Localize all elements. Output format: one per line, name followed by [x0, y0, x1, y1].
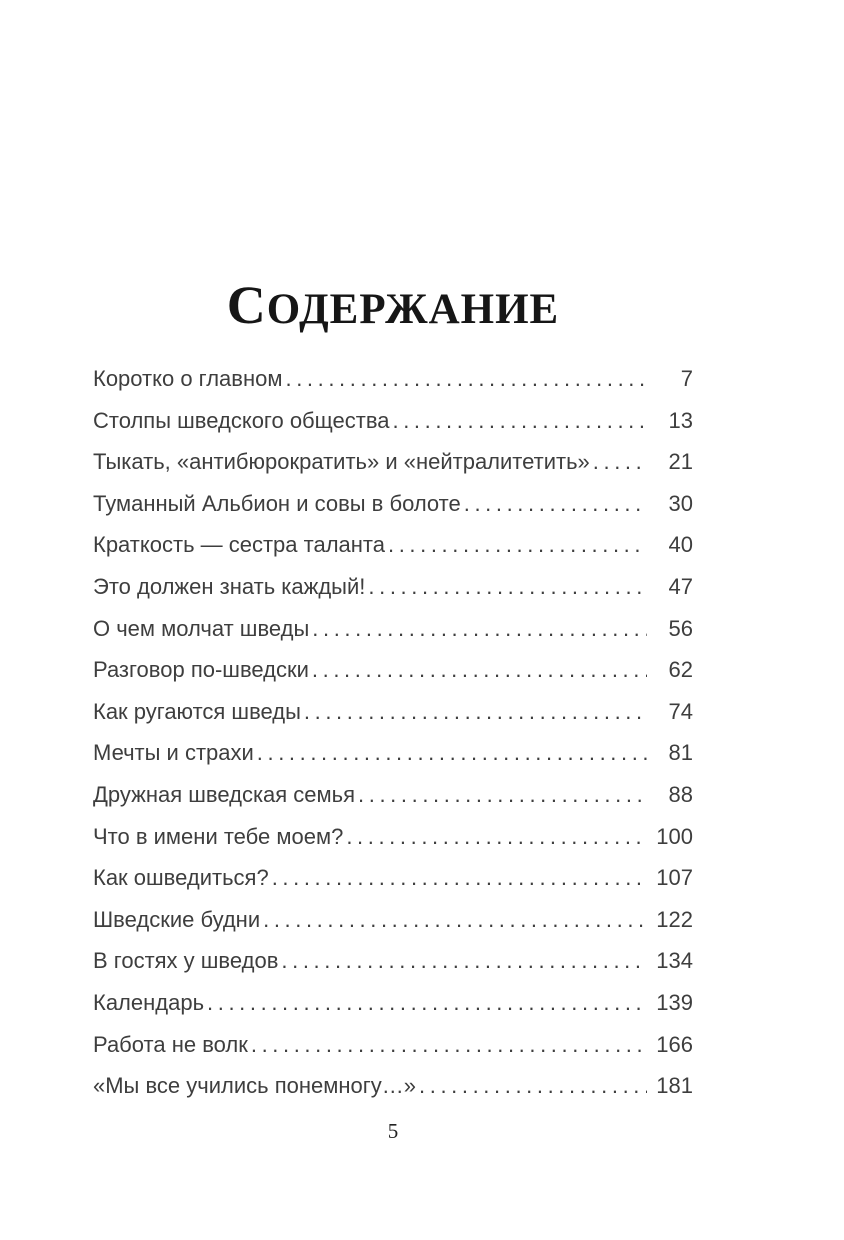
- toc-leader-dots: [251, 1032, 647, 1058]
- page-title-rest: ОДЕРЖАНИЕ: [266, 286, 560, 333]
- page-number: 5: [387, 1119, 399, 1143]
- toc-entry: [93, 408, 693, 450]
- toc-leader-dots: [281, 948, 647, 974]
- toc-entry: [93, 574, 693, 616]
- toc-entry: [93, 782, 693, 824]
- toc-entry-page: 81: [668, 740, 693, 766]
- toc-entry-title: Как ругаются шведы: [93, 698, 301, 724]
- toc-leader-dots: [346, 824, 647, 850]
- toc-entry: [93, 740, 693, 782]
- toc-entry-page: 30: [668, 490, 693, 516]
- toc-entry: [93, 865, 693, 907]
- toc-entry-title: Мечты и страхи: [93, 740, 254, 766]
- toc-entry-page: 74: [668, 698, 693, 724]
- toc-entry: [93, 1073, 693, 1115]
- toc-entry-title: Тыкать, «антибюрократить» и «нейтралитетить»: [93, 449, 590, 475]
- toc-entry: [93, 699, 693, 741]
- toc-entry-title: Дружная шведская семья: [93, 781, 356, 807]
- toc-leader-dots: [312, 616, 647, 642]
- toc-entry-title: Календарь: [93, 989, 205, 1015]
- toc-entry: [93, 657, 693, 699]
- toc-entry: [93, 948, 693, 990]
- toc-leader-dots: [263, 907, 647, 933]
- toc-list: [93, 366, 693, 1115]
- toc-entry-title: Коротко о главном: [93, 366, 283, 391]
- toc-entry: [93, 824, 693, 866]
- toc-entry-title: Туманный Альбион и совы в болоте: [93, 490, 461, 516]
- toc-entry-page: 107: [656, 865, 693, 891]
- toc-entry-page: 166: [656, 1031, 693, 1057]
- toc-entry-page: 21: [668, 449, 693, 475]
- toc-entry-page: 181: [656, 1073, 693, 1099]
- toc-entry-page: 56: [668, 615, 693, 641]
- toc-entry-title: Шведские будни: [93, 906, 261, 932]
- toc-entry-page: 122: [656, 906, 693, 932]
- toc-entry: [93, 990, 693, 1032]
- toc-entry-title: Что в имени тебе моем?: [93, 823, 344, 849]
- toc-entry-title: Как ошведиться?: [93, 865, 269, 891]
- toc-entry-page: 40: [668, 532, 693, 558]
- toc-entry-page: 100: [656, 823, 693, 849]
- toc-leader-dots: [464, 491, 647, 517]
- toc-leader-dots: [368, 574, 647, 600]
- toc-entry: [93, 449, 693, 491]
- toc-entry-page: 62: [668, 657, 693, 683]
- toc-entry-page: 139: [656, 989, 693, 1015]
- toc-entry-page: 88: [668, 781, 693, 807]
- toc-entry: [93, 907, 693, 949]
- toc-leader-dots: [358, 782, 647, 808]
- page-title-initial: С: [226, 275, 267, 335]
- toc-entry-title: Краткость — сестра таланта: [93, 532, 385, 558]
- toc-entry-title: О чем молчат шведы: [93, 615, 310, 641]
- toc-leader-dots: [388, 532, 647, 558]
- toc-entry: [93, 1032, 693, 1074]
- toc-leader-dots: [593, 449, 647, 475]
- page-title: [93, 275, 693, 335]
- toc-leader-dots: [393, 408, 648, 434]
- toc-leader-dots: [312, 657, 647, 683]
- toc-entry-page: 134: [656, 948, 693, 974]
- toc-leader-dots: [257, 740, 647, 766]
- toc-leader-dots: [304, 699, 647, 725]
- toc-entry-page: 7: [680, 366, 693, 391]
- toc-leader-dots: [207, 990, 647, 1016]
- toc-leader-dots: [419, 1073, 647, 1099]
- toc-entry: [93, 491, 693, 533]
- toc-entry-title: Работа не волк: [93, 1031, 248, 1057]
- toc-entry-title: «Мы все учились понемногу…»: [93, 1073, 417, 1099]
- toc-entry-page: 13: [668, 407, 693, 433]
- toc-entry-title: В гостях у шведов: [93, 948, 279, 974]
- toc-entry-title: Разговор по-шведски: [93, 657, 309, 683]
- toc-leader-dots: [272, 865, 647, 891]
- toc-leader-dots: [286, 366, 648, 392]
- toc-entry-page: 47: [668, 573, 693, 599]
- toc-entry: [93, 366, 693, 408]
- toc-entry: [93, 616, 693, 658]
- toc-entry-title: Столпы шведского общества: [93, 407, 390, 433]
- toc-entry: [93, 532, 693, 574]
- toc-entry-title: Это должен знать каждый!: [93, 573, 366, 599]
